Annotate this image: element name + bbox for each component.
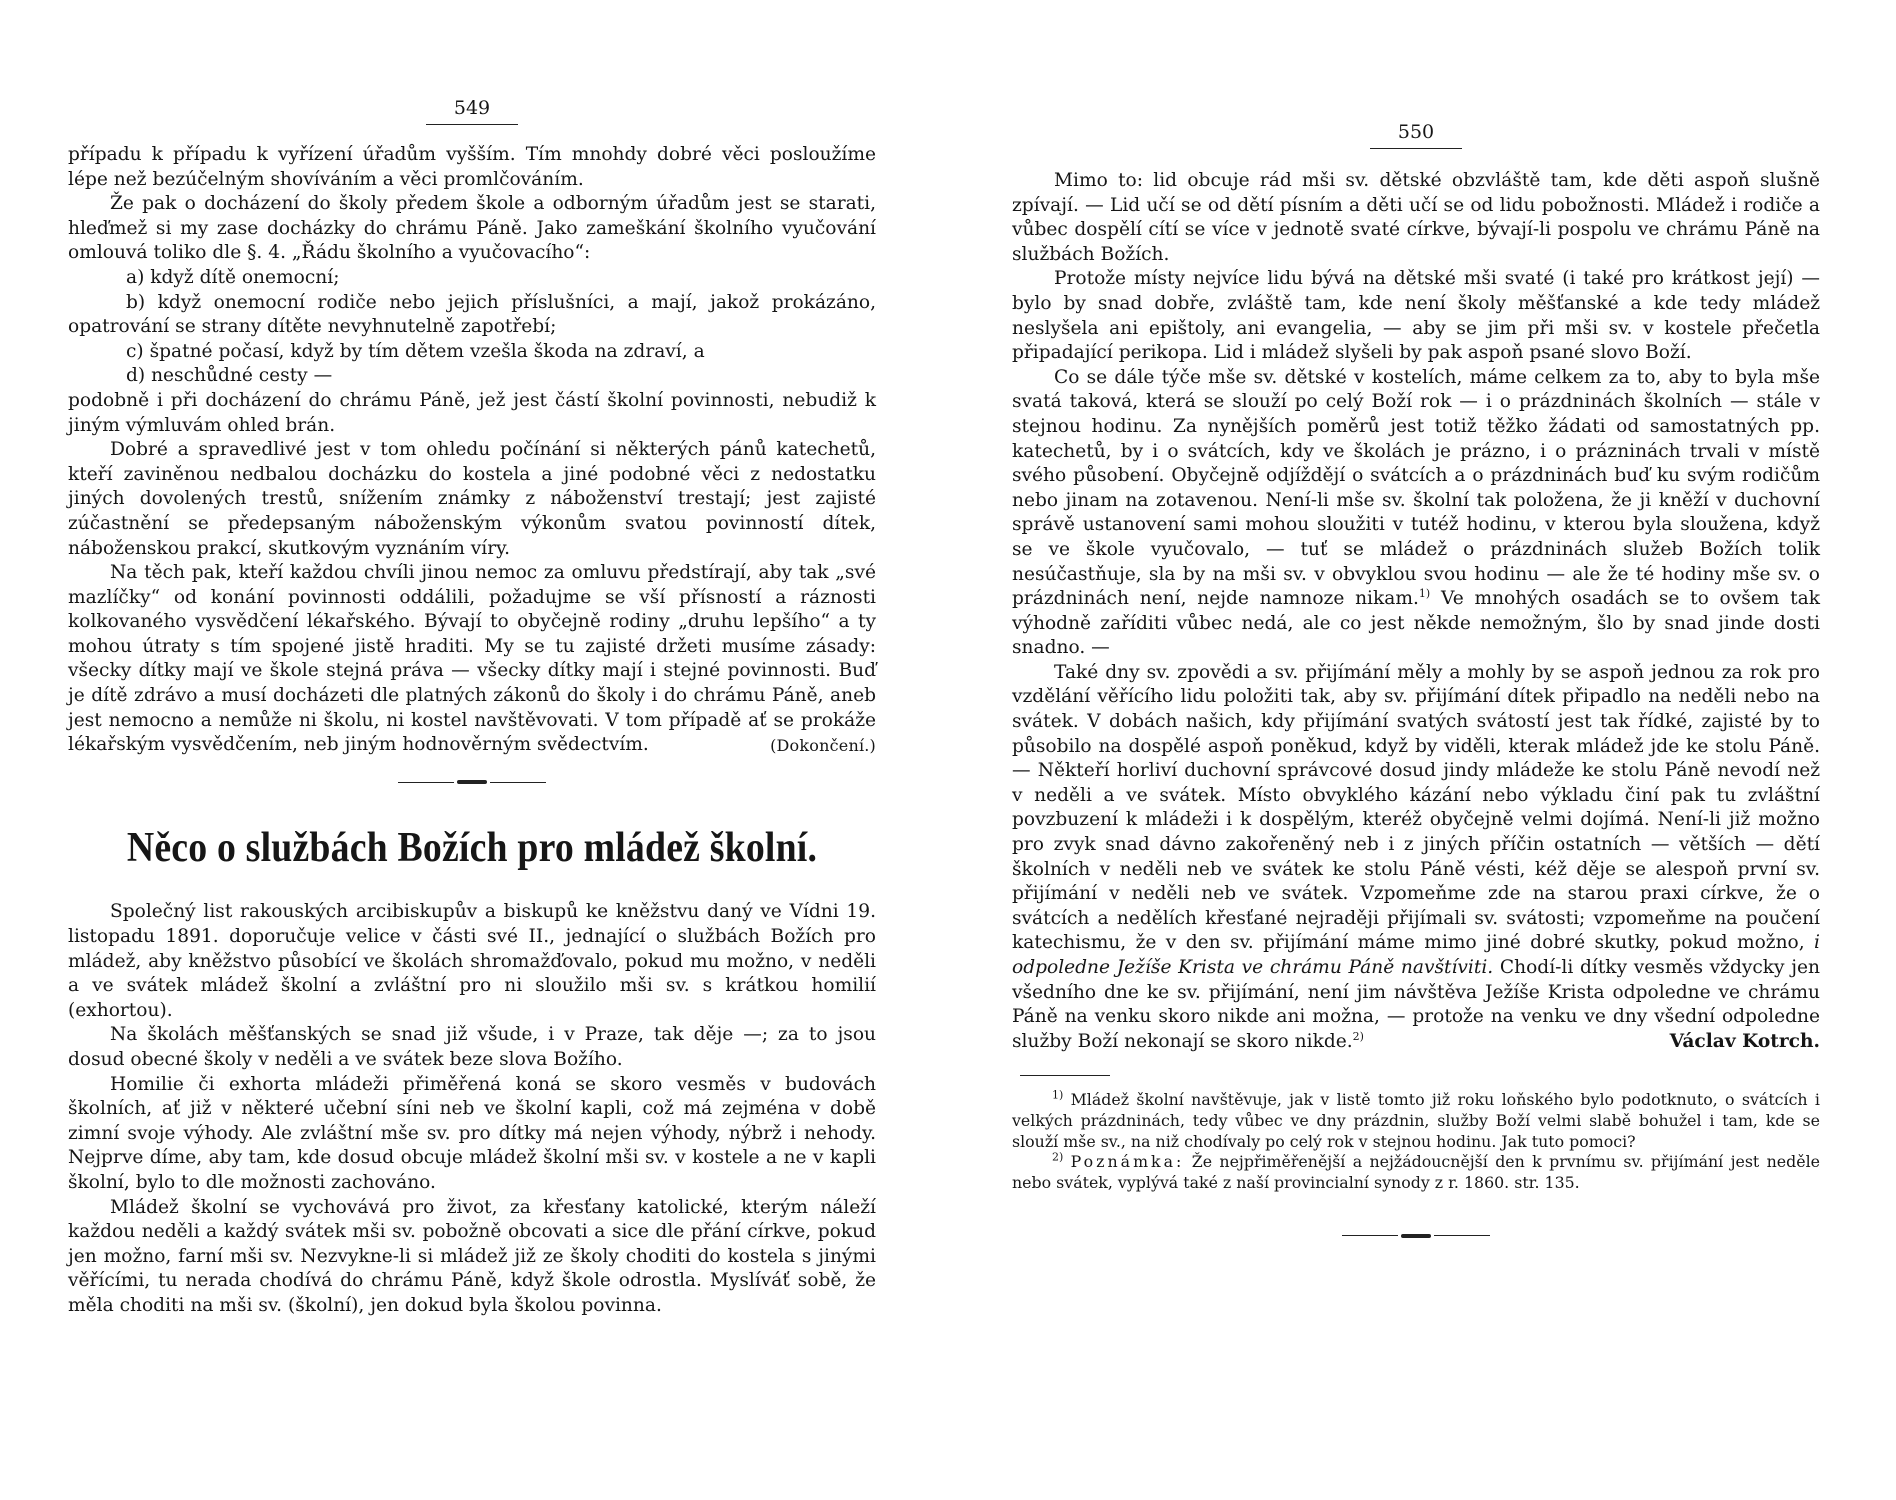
footnote-text: Že nejpřiměřenější a nejžádoucnější den k prvnímu sv. přijímání jest neděle nebo svátek, vyplývá také z naší provincialní synody z r. 1860. str. 135. — [1012, 1152, 1820, 1193]
page-550 — [1012, 0, 1820, 1500]
section-ornament — [68, 780, 876, 784]
list-item: b) když onemocní rodiče nebo jejich příslušníci, a mají, jakož prokázáno, opatrování se strany dítěte nevyhnutelně zapotřebí; — [68, 291, 876, 338]
paragraph: Na školách měšťanských se snad již všude, i v Praze, tak děje —; za to jsou dosud obecné školy v neděli a ve svátek beze slova Božího. — [68, 1024, 876, 1070]
paragraph — [1012, 661, 1820, 1055]
page-number-rule — [1370, 148, 1462, 149]
paragraph: Homilie či exhorta mládeži přiměřená koná se skoro vesměs v budovách školních, ať již v některé učební síni neb ve školní kapli, což má zejména v době zimní svoje výhody. Ale zvláštní mše sv. pro dítky má nejen výhody, nýbrž i nehody. Nejprve díme, aby tam, kde dosud obcuje mládež školní mši sv. v kostele a ne v kapli školní, bylo to dle možnosti zachováno. — [68, 1073, 876, 1193]
paragraph: Mimo to: lid obcuje rád mši sv. dětské obzvláště tam, kde děti aspoň slušně zpívají. — Lid učí se od dětí písním a děti učí se od lidu pobožnosti. Mládež i rodiče a vůbec dospělí cítí se více v jednotě svaté církve, bývají-li pospolu ve chrámu Páně na službách Božích. — [1012, 170, 1820, 265]
list-item: a) když dítě onemocní; — [126, 266, 340, 288]
paragraph: Dobré a spravedlivé jest v tom ohledu počínání si některých pánů katechetů, kteří zaviněnou nedbalou docházku do kostela a jiné podobné věci z nedostatku jiných dovolených trestů, snížením známky z náboženství trestají; jest zajisté zúčastnění se předepsaným náboženským výkonům svatou povinností dítek, náboženskou prakcí, skutkovým vyznáním víry. — [68, 439, 876, 559]
emphasis: i odpoledne Ježíše Krista ve chrámu Páně navštíviti. — [1012, 932, 1820, 978]
paragraph — [1012, 366, 1820, 661]
footnote-2 — [1012, 1152, 1820, 1194]
paragraph-text: Co se dále týče mše sv. dětské v kostelích, máme celkem za to, aby to byla mše svatá taková, která se slouží po celý Boží rok — i o prázdninách školních — stále v stejnou hodinu. Za nynějších poměrů jest totiž těžko žádati od samostatných pp. katechetů, by i o svátcích, kdy ve školách je prázno, i o prázninách trvali v místě svého působení. Obyčejně odjíždějí o svátcích a o prázdninách buď ku svým rodičům nebo jinam na zotavenou. Není-li mše sv. školní tak položena, že ji kněží v duchovní správě ustanovení sami mohou sloužiti v tutéž hodinu, v kterou byla sloužena, když se ve škole vyučovalo, — tuť se mládež o prázdninách služeb Božích tolik nesúčastňuje, sla by na mši sv. v obvyklou svou hodinu — ale že té hodiny mše sv. o prázdninách není, nejde namnoze nikam. — [1012, 366, 1820, 610]
paragraph: případu k případu k vyřízení úřadům vyšším. Tím mnohdy dobré věci posloužíme lépe než bezúčelným shovíváním a věci promlčováním. — [68, 144, 876, 190]
list-item: d) neschůdné cesty — — [126, 365, 333, 387]
footnote-ref-1: 1) — [1418, 586, 1431, 600]
page-number-rule — [426, 124, 518, 125]
footnotes — [1012, 1090, 1820, 1194]
end-ornament — [1012, 1234, 1820, 1238]
article-title: Něco o službách Božích pro mládež školní. — [126, 825, 818, 872]
footnote-1 — [1012, 1090, 1820, 1152]
paragraph: Že pak o docházení do školy předem škole a odborným úřadům jest se starati, hleďmež si my zase docházky do chrámu Páně. Jako zameškání školního vyučování omlouvá toliko dle §. 4. „Řádu školního a vyučovacího“: — [68, 193, 876, 264]
paragraph-text: Ve mnohých osadách se to ovšem tak výhodně zaříditi vůbec nedá, ale co jest někde nemožným, šlo by snad jinde dosti snadno. — — [1012, 588, 1820, 659]
article-body-continued — [1012, 169, 1820, 1055]
footnote-mark: 1) — [1052, 1088, 1064, 1102]
paragraph-text: Chodí-li dítky vesměs vždycky jen všedního dne ke sv. přijímání, není jim návštěva Ježíše Krista odpoledne ve chrámu Páně na venku skoro nikde ani možna, — protože na venku ve dny všední odpoledne služby Boží nekonají se skoro nikde. — [1012, 957, 1820, 1052]
paragraph-text: Také dny sv. zpovědi a sv. přijímání měly a mohly by se aspoň jednou za rok pro vzdělání věřícího lidu položiti tak, aby sv. přijímání dítek připadlo na neděli nebo na svátek. V dobách našich, kdy přijímání svatých svátostí jest tak řídké, zajisté by to působilo na dospělé aspoň poněkud, když by viděli, kterak mládež jde ke stolu Páně. — Někteří horliví duchovní správcové dosud jindy mládeže ke stolu Páně nevodí než v neděli a ve svátek. Místo obvyklého kázání nebo výkladu činí pak tu zvláštní povzbuzení k mládeži i k dospělým, kteréž obyčejně velmi dojímá. Není-li již možno pro zvyk snad dávno zakořeněný neb i z jiných příčin ostatních — větších — dětí školních v neděli neb ve svátek ke stolu Páně vésti, kéž děje se alespoň první sv. přijímání v neděli neb ve svátek. Vzpomeňme zde na starou praxi církve, že o svátcích a nedělích křesťané nejraději přijímali sv. svátosti; vzpomeňme na poučení katechismu, že v den sv. přijímání máme mimo jiné dobré skutky, pokud možno, — [1012, 661, 1820, 954]
footnote-ref-2: 2) — [1352, 1029, 1364, 1043]
footnote-label: Poznámka: — [1070, 1152, 1185, 1172]
page-number: 549 — [453, 97, 491, 119]
author-signature: Václav Kotrch. — [1669, 1031, 1820, 1053]
footnote-rule — [1020, 1075, 1110, 1076]
paragraph: Mládež školní se vychovává pro život, za křesťany katolické, kterým náleží každou neděli a každý svátek mši sv. pobožně obcovati a sice dle přání církve, pokud jen možno, farní mši sv. Nezvykne-li si mládež již ze školy choditi do kostela s jinými věřícími, tu nerada chodívá do chrámu Páně, když škole odrostla. Myslíváť sobě, že měla choditi na mši sv. (školní), jen dokud byla školou povinna. — [68, 1196, 876, 1316]
page-number: 550 — [1397, 121, 1435, 143]
page-549 — [68, 0, 876, 1500]
continued-article — [68, 143, 876, 758]
paragraph: Na těch pak, kteří každou chvíli jinou nemoc za omluvu předstírají, aby tak „své mazlíčky“ od konání povinnosti oddálili, požadujme se vší přísností a ráznosti kolkovaného vysvědčení lékařského. Bývají to obyčejně rodiny „druhu lepšího“ a ty mohou útraty s tím spojené jistě hraditi. My se tu zajisté držeti musíme zásady: všecky dítky mají ve škole stejná práva — všecky dítky mají i stejné povinnosti. Buď je dítě zdrávo a musí docházeti dle platných zákonů do školy i do chrámu Páně, aneb jest nemocno a nemůže ni školu, ni kostel navštěvovati. V tom případě ať se prokáže lékařským vysvědčením, neb jiným hodnověrným svědectvím. — [68, 562, 876, 756]
footnote-text: Mládež školní navštěvuje, jak v listě tomto již roku loňského bylo podotknuto, o svátcích i velkých prázdninách, tedy vůbec ve dny prázdnin, služby Boží velmi slabě bohužel i tam, kde se slouží mše sv., na niž chodívaly po celý rok v stejnou hodinu. Jak tuto pomoci? — [1012, 1089, 1820, 1151]
paragraph: Společný list rakouských arcibiskupův a biskupů ke kněžstvu daný ve Vídni 19. listopadu 1891. doporučuje velice v části své II., jednající o službách Božích pro mládež, aby kněžstvo působící ve školách shromažďovalo, pokud mu možno, v neděli a ve svátek mládež školní a zvláštní pro ni sloužilo mši sv. s krátkou homilií (exhortou). — [68, 901, 876, 1021]
footnote-mark: 2) — [1052, 1151, 1064, 1165]
article-body — [68, 900, 876, 1318]
continued-note: (Dokončení.) — [770, 735, 876, 755]
paragraph: Protože místy nejvíce lidu bývá na dětské mši svaté (i také pro krátkost její) — bylo by snad dobře, zvláště tam, kde není školy měšťanské a kde tedy mládež neslyšela ani epištoly, ani evangelia, — aby se jim při mši sv. v kostele přečetla připadající perikopa. Lid i mládež slyšeli by pak aspoň psané slovo Boží. — [1012, 268, 1820, 364]
paragraph-with-end-note — [68, 561, 876, 758]
list-item: c) špatné počasí, když by tím dětem vzešla škoda na zdraví, a — [126, 340, 705, 362]
paragraph: podobně i při docházení do chrámu Páně, jež jest částí školní povinnosti, nebudiž k jiným výmluvám ohled brán. — [68, 389, 876, 436]
